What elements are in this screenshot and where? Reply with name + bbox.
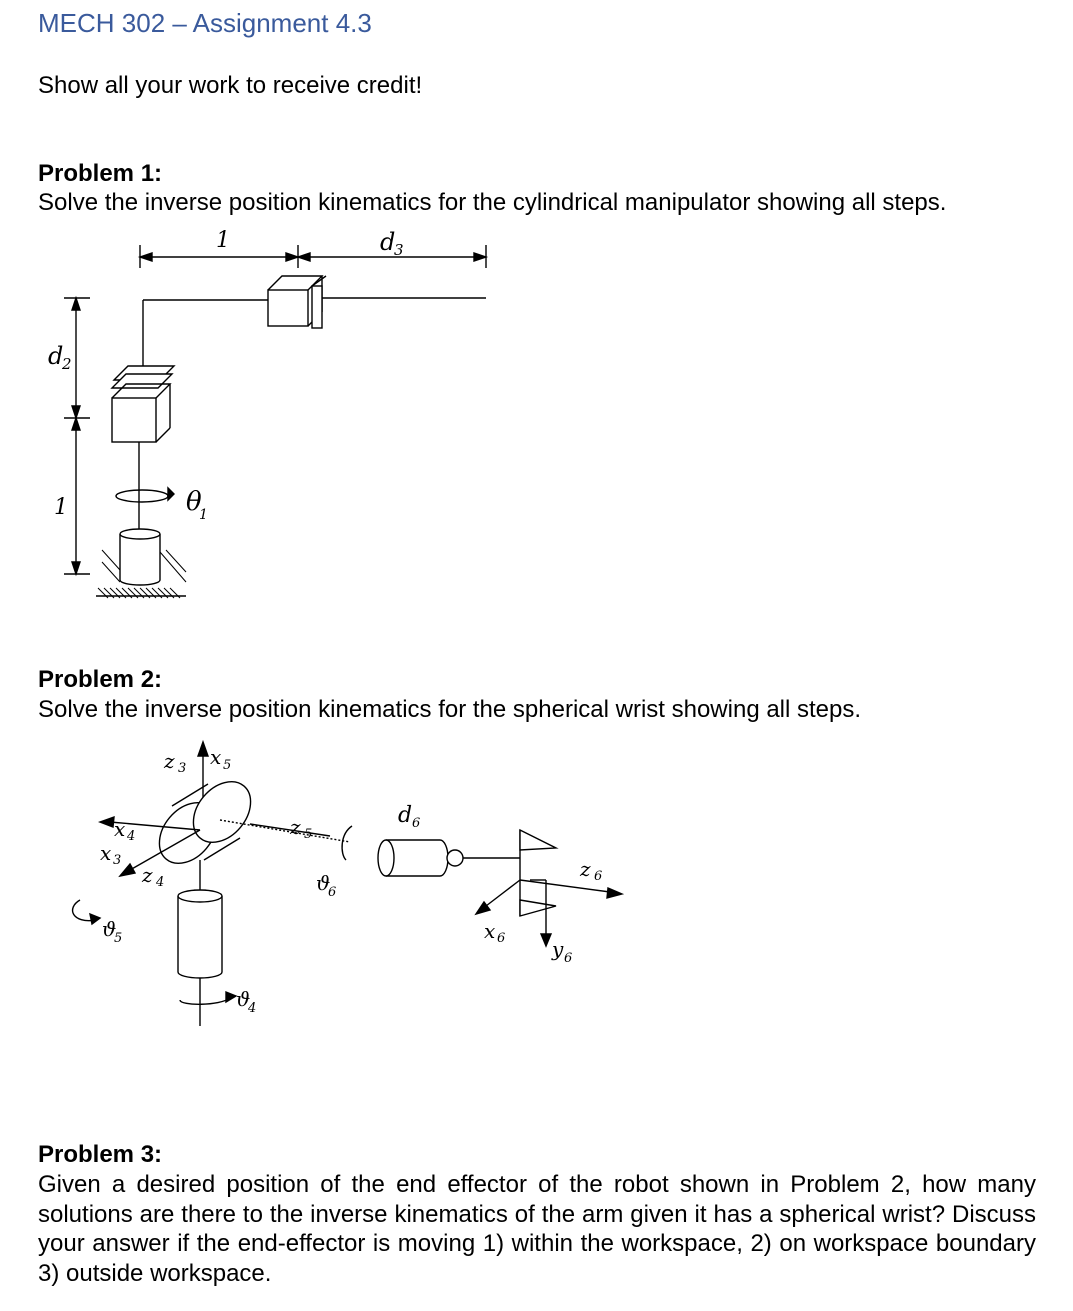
d6-subscript: 6 bbox=[412, 816, 421, 831]
z3-label: z bbox=[164, 749, 175, 773]
theta5-subscript: 5 bbox=[114, 931, 123, 946]
x5-label: x bbox=[210, 745, 222, 769]
dim-1-top: 1 bbox=[216, 228, 230, 253]
theta6-subscript: 6 bbox=[328, 885, 337, 900]
y6-label: y bbox=[552, 937, 564, 961]
problem-3-heading: Problem 3: bbox=[38, 1141, 163, 1168]
problem-3-text: Given a desired position of the end effector of the robot shown in Problem 2, how many solutions are there to the inverse kinematics of the arm given it has a spherical wrist? Discuss your answer if the end-effector is moving 1) within the workspace, 2) on workspace boundary 3) outside workspace. bbox=[38, 1171, 1036, 1287]
z6-subscript: 6 bbox=[594, 869, 603, 884]
x6-subscript: 6 bbox=[497, 931, 506, 946]
dim-1-left: 1 bbox=[54, 495, 68, 520]
z5-label: z bbox=[290, 815, 301, 839]
theta4-label: ϑ bbox=[236, 987, 251, 1011]
cylindrical-manipulator-figure bbox=[0, 220, 520, 610]
theta4-subscript: 4 bbox=[248, 1001, 257, 1016]
instructions: Show all your work to receive credit! bbox=[38, 72, 423, 99]
problem-1-text: Solve the inverse position kinematics for the cylindrical manipulator showing all steps. bbox=[38, 189, 947, 216]
z4-label: z bbox=[142, 863, 153, 887]
x4-label: x bbox=[114, 817, 126, 841]
theta-subscript: 1 bbox=[199, 507, 208, 523]
spherical-wrist-figure bbox=[0, 730, 700, 1060]
dim-d2-subscript: 2 bbox=[62, 355, 72, 373]
z3-subscript: 3 bbox=[178, 761, 187, 776]
x6-label: x bbox=[484, 919, 496, 943]
x3-label: x bbox=[100, 841, 112, 865]
theta5-label: ϑ bbox=[102, 917, 117, 941]
theta-label: θ bbox=[186, 487, 202, 517]
z6-label: z bbox=[580, 857, 591, 881]
dim-d3-subscript: 3 bbox=[394, 241, 404, 259]
x5-subscript: 5 bbox=[223, 758, 232, 773]
problem-2-heading: Problem 2: bbox=[38, 666, 163, 693]
y6-subscript: 6 bbox=[564, 951, 573, 966]
z5-subscript: 5 bbox=[304, 827, 313, 842]
dim-d3-label: d bbox=[380, 228, 396, 256]
dim-d2-label: d bbox=[48, 342, 64, 370]
x4-subscript: 4 bbox=[127, 829, 136, 844]
x3-subscript: 3 bbox=[113, 853, 122, 868]
d6-label: d bbox=[398, 803, 413, 828]
problem-2-text: Solve the inverse position kinematics for the spherical wrist showing all steps. bbox=[38, 696, 862, 723]
assignment-title: MECH 302 – Assignment 4.3 bbox=[38, 8, 372, 38]
z4-subscript: 4 bbox=[156, 875, 165, 890]
theta6-label: ϑ bbox=[316, 871, 331, 895]
problem-1-heading: Problem 1: bbox=[38, 160, 163, 187]
